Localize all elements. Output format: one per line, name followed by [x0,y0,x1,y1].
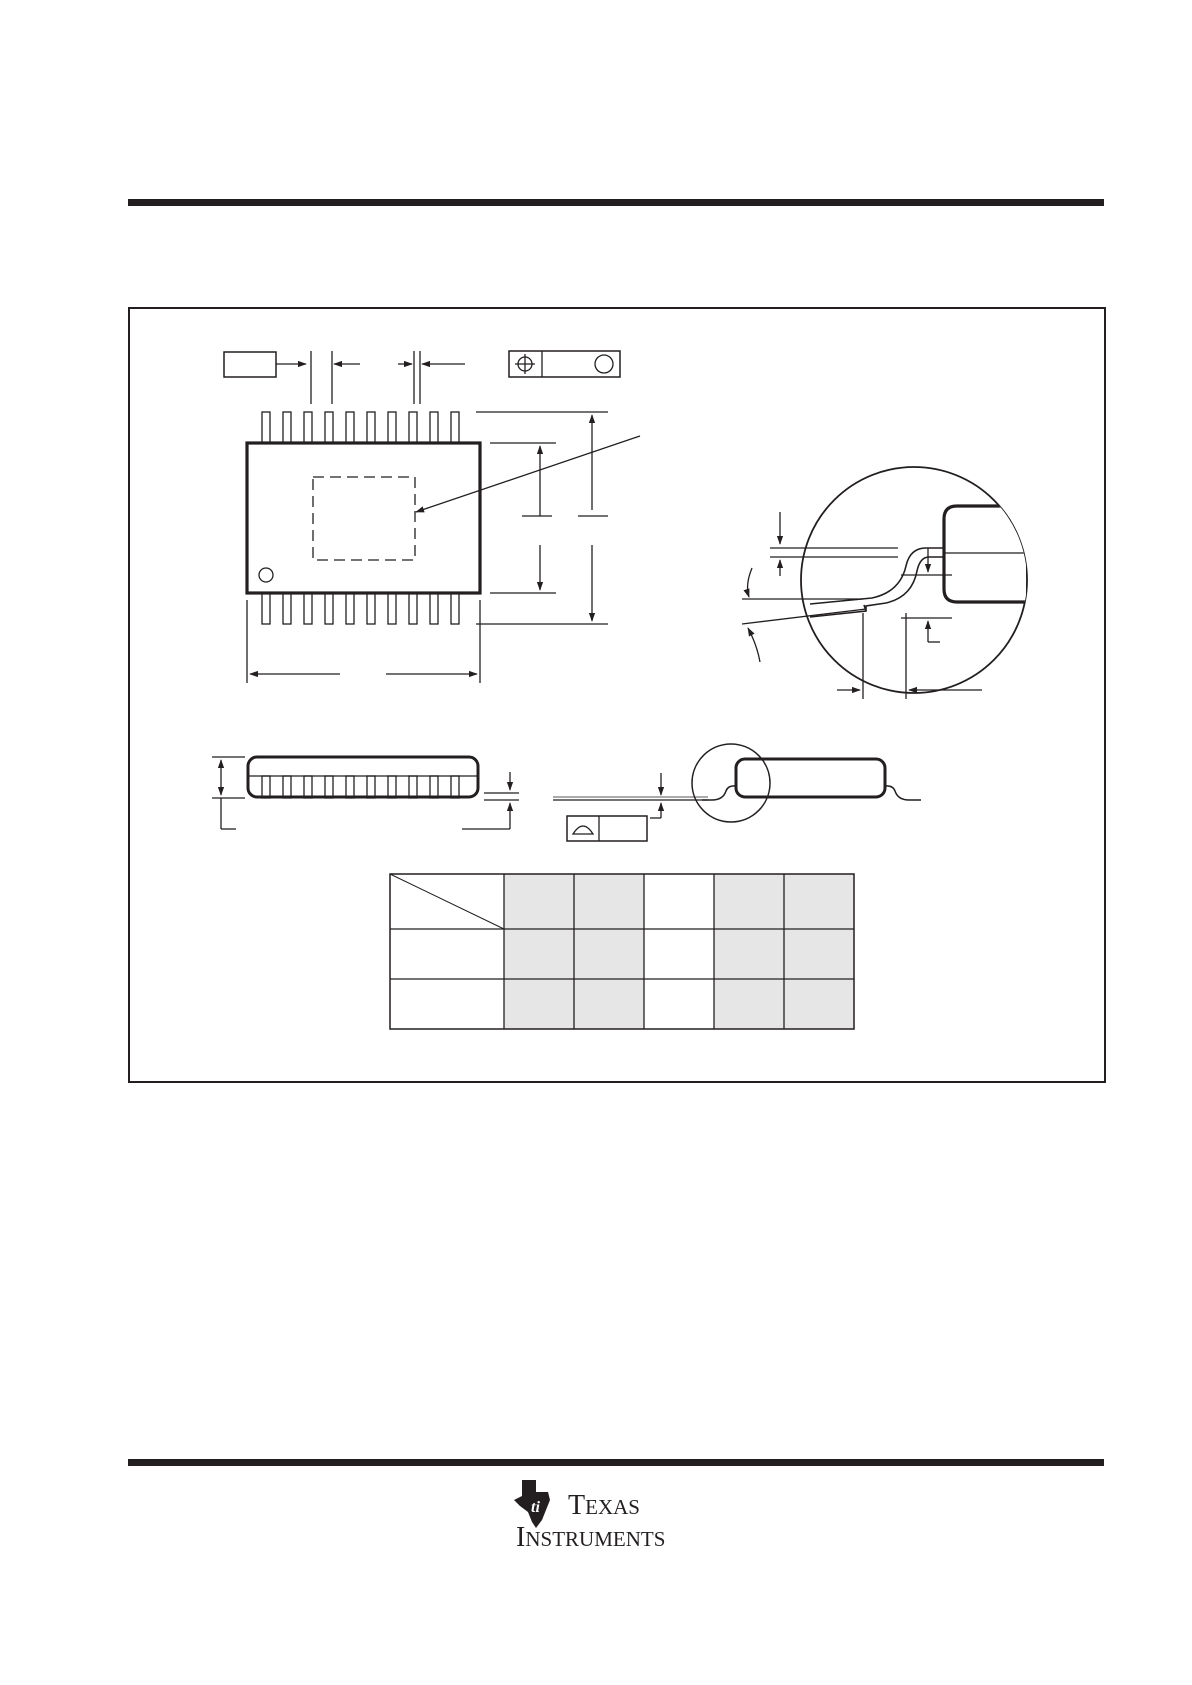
dimension-table [390,874,854,1029]
lead-width-callout [398,351,465,404]
logo-line1: TEXAS [568,1490,640,1521]
footer-rule [128,1459,1104,1466]
ti-state-outline-icon [514,1480,550,1528]
position-tolerance-frame [509,351,620,377]
body-width-dimension [490,443,556,593]
package-top-view [247,412,640,624]
package-body [247,443,480,593]
logo-line2: INSTRUMENTS [516,1522,666,1550]
seating-plane-view [553,744,921,841]
overall-width-dimension [476,412,608,624]
side-leads [262,776,459,798]
bottom-leads [262,591,459,624]
svg-text:ti: ti [531,1499,540,1516]
lead-detail-view [742,467,1030,699]
pitch-callout [224,351,360,404]
body-length-dimension [247,600,480,683]
package-side-view [212,757,519,829]
ti-logo [514,1478,718,1550]
top-leads [262,412,459,446]
